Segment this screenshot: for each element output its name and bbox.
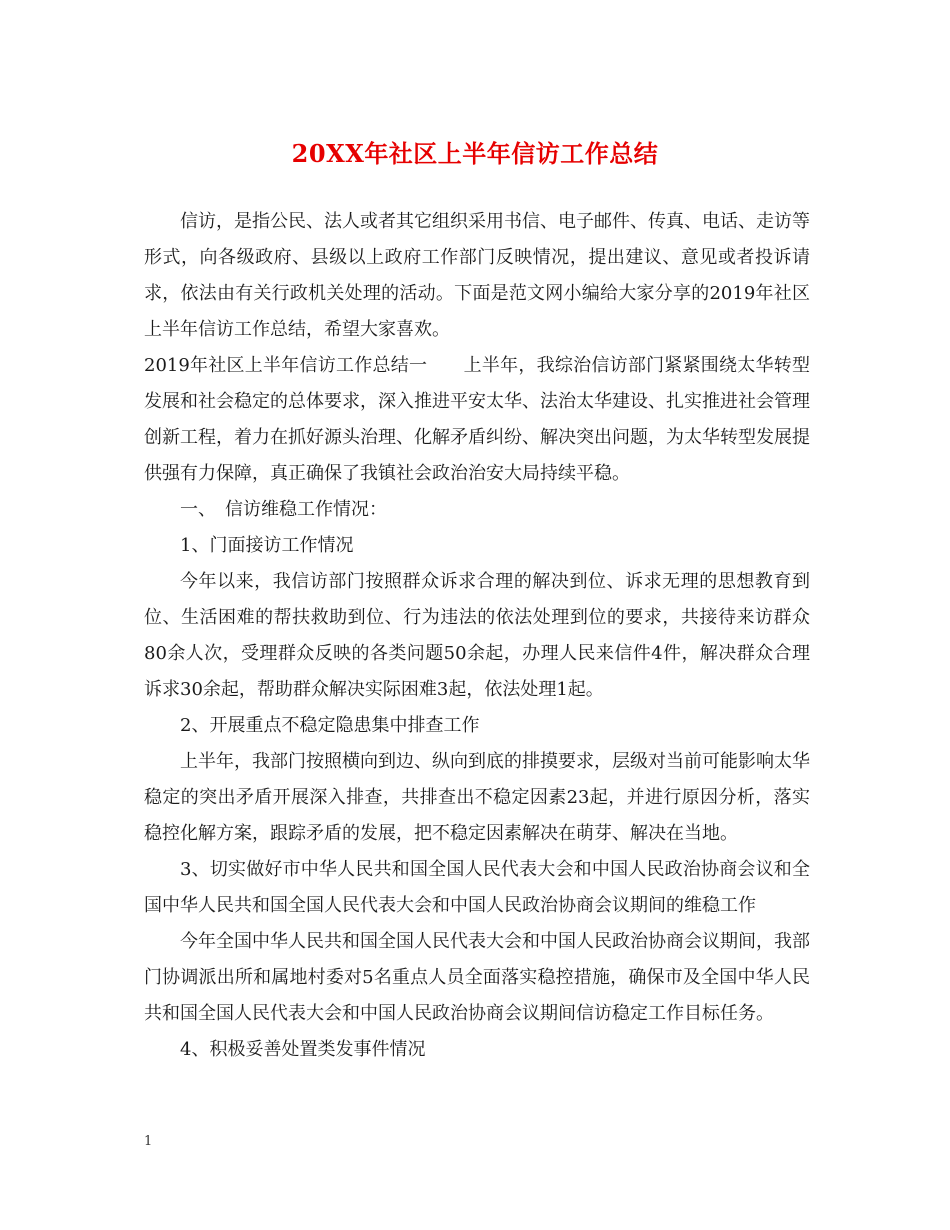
paragraph-meeting-period: 今年全国中华人民共和国全国人民代表大会和中国人民政治协商会议期间，我部门协调派出所和属地村委对5名重点人员全面落实稳控措施，确保市及全国中华人民共和国全国人民代表大会和中国人民政治协商会议期间信访稳定工作目标任务。 — [144, 931, 810, 1024]
paragraph-summary-one: 2019年社区上半年信访工作总结一 上半年，我综治信访部门紧紧围绕太华转型发展和社会稳定的总体要求，深入推进平安太华、法治太华建设、扎实推进社会管理创新工程，着力在抓好源头治理、化解矛盾纠纷、解决突出问题，为太华转型发展提供强有力保障，真正确保了我镇社会政治治安大局持续平稳。 — [144, 355, 810, 484]
paragraph-visits: 今年以来，我信访部门按照群众诉求合理的解决到位、诉求无理的思想教育到位、生活困难的帮扶救助到位、行为违法的依法处理到位的要求，共接待来访群众80余人次，受理群众反映的各类问题50余起，办理人民来信件4件，解决群众合理诉求30余起，帮助群众解决实际困难3起，依法处理1起。 — [144, 571, 810, 700]
section-heading-1: 一、 信访维稳工作情况： — [180, 499, 387, 520]
subsection-heading-3: 3、切实做好市中华人民共和国全国人民代表大会和中国人民政治协商会议和全国中华人民共和国全国人民代表大会和中国人民政治协商会议期间的维稳工作 — [144, 859, 810, 916]
document-title: 20XX年社区上半年信访工作总结 — [291, 139, 659, 168]
page-number: 1 — [144, 1134, 153, 1149]
paragraph-investigation: 上半年，我部门按照横向到边、纵向到底的排摸要求，层级对当前可能影响太华稳定的突出矛盾开展深入排查，共排查出不稳定因素23起，并进行原因分析，落实稳控化解方案，跟踪矛盾的发展，把不稳定因素解决在萌芽、解决在当地。 — [144, 751, 810, 844]
subsection-heading-2: 2、开展重点不稳定隐患集中排查工作 — [180, 715, 480, 736]
document-body — [144, 204, 810, 1068]
subsection-heading-4: 4、积极妥善处置类发事件情况 — [180, 1039, 426, 1060]
subsection-heading-1: 1、门面接访工作情况 — [180, 535, 354, 556]
paragraph-intro: 信访，是指公民、法人或者其它组织采用书信、电子邮件、传真、电话、走访等形式，向各级政府、县级以上政府工作部门反映情况，提出建议、意见或者投诉请求，依法由有关行政机关处理的活动。下面是范文网小编给大家分享的2019年社区上半年信访工作总结，希望大家喜欢。 — [144, 211, 810, 340]
